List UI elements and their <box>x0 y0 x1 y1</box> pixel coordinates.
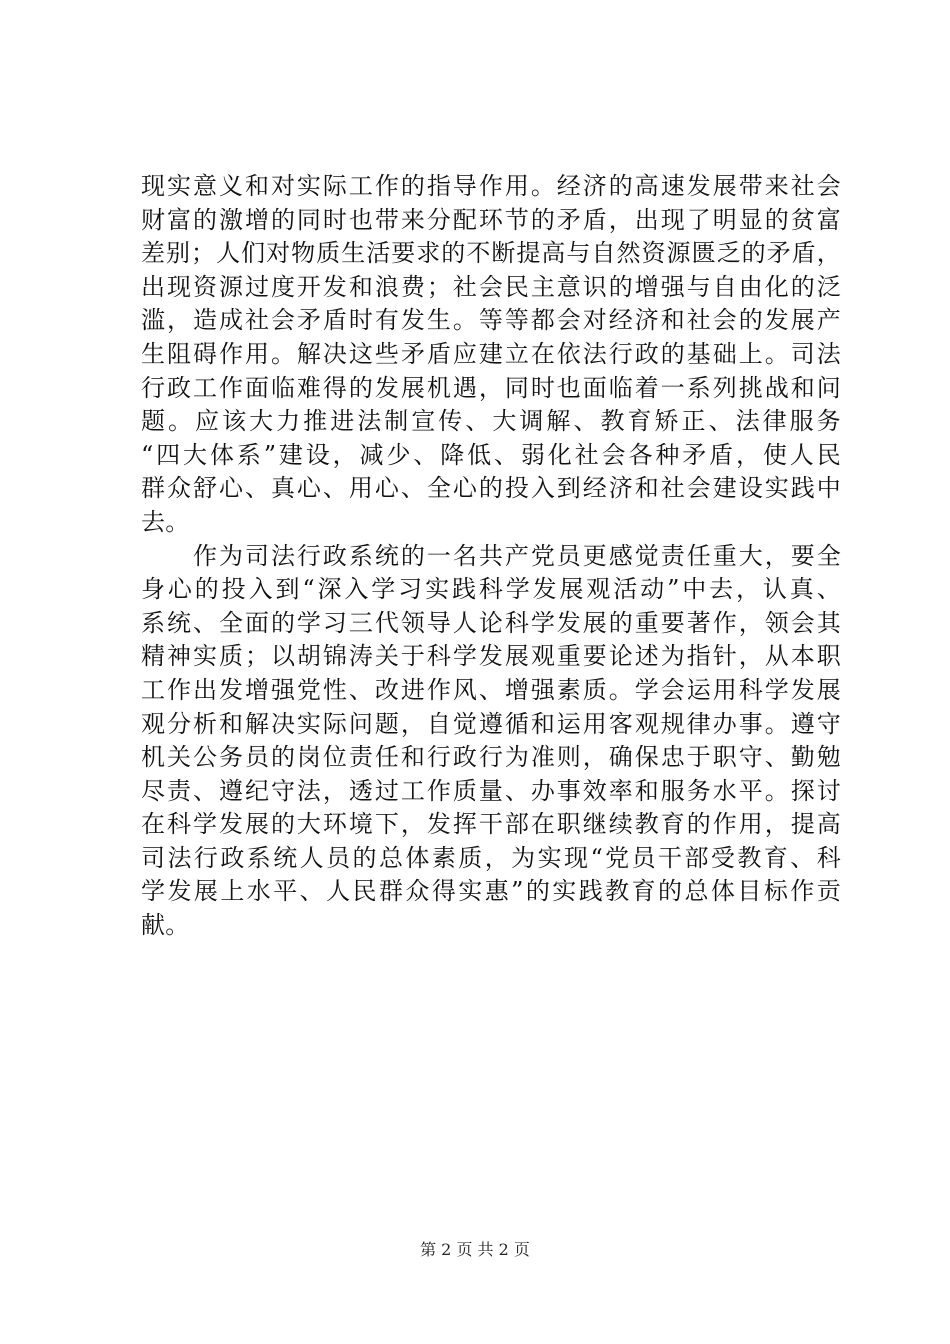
text-line: 现实意义和对实际工作的指导作用。经济的高速发展带来社会 <box>141 172 841 200</box>
text-line: 系统、全面的学习三代领导人论科学发展的重要著作，领会其 <box>141 608 841 637</box>
text-line: 题。应该大力推进法制宣传、大调解、教育矫正、法律服务 <box>141 407 841 436</box>
text-line: 工作出发增强党性、改进作风、增强素质。学会运用科学发展 <box>141 675 841 704</box>
text-line: 作为司法行政系统的一名共产党员更感觉责任重大，要全 <box>141 541 841 570</box>
text-line: 司法行政系统人员的总体素质，为实现“党员干部受教育、科 <box>141 843 841 872</box>
text-line: 学发展上水平、人民群众得实惠”的实践教育的总体目标作贡 <box>141 877 841 906</box>
text-line: 行政工作面临难得的发展机遇，同时也面临着一系列挑战和问 <box>141 373 841 402</box>
page-number-label: 第 2 页 共 2 页 <box>420 1240 530 1259</box>
text-line: 去。 <box>141 507 190 536</box>
text-line: “四大体系”建设，减少、降低、弱化社会各种矛盾，使人民 <box>141 440 841 469</box>
text-line: 出现资源过度开发和浪费；社会民主意识的增强与自由化的泛 <box>141 272 841 301</box>
text-line: 观分析和解决实际问题，自觉遵循和运用客观规律办事。遵守 <box>141 709 841 738</box>
text-line: 精神实质；以胡锦涛关于科学发展观重要论述为指针，从本职 <box>141 642 841 671</box>
text-line: 机关公务员的岗位责任和行政行为准则，确保忠于职守、勤勉 <box>141 743 841 772</box>
text-line: 献。 <box>141 911 190 940</box>
text-line: 尽责、遵纪守法，透过工作质量、办事效率和服务水平。探讨 <box>141 776 841 805</box>
text-line: 差别；人们对物质生活要求的不断提高与自然资源匮乏的矛盾， <box>141 239 841 268</box>
page-footer <box>0 1240 950 1260</box>
text-line: 在科学发展的大环境下，发挥干部在职继续教育的作用，提高 <box>141 810 841 839</box>
text-line: 财富的激增的同时也带来分配环节的矛盾，出现了明显的贫富 <box>141 205 841 234</box>
body-text <box>141 170 841 943</box>
text-line: 群众舒心、真心、用心、全心的投入到经济和社会建设实践中 <box>141 474 841 503</box>
text-line: 生阻碍作用。解决这些矛盾应建立在依法行政的基础上。司法 <box>141 339 841 368</box>
text-line: 滥，造成社会矛盾时有发生。等等都会对经济和社会的发展产 <box>141 306 841 335</box>
text-line: 身心的投入到“深入学习实践科学发展观活动”中去，认真、 <box>141 575 841 604</box>
